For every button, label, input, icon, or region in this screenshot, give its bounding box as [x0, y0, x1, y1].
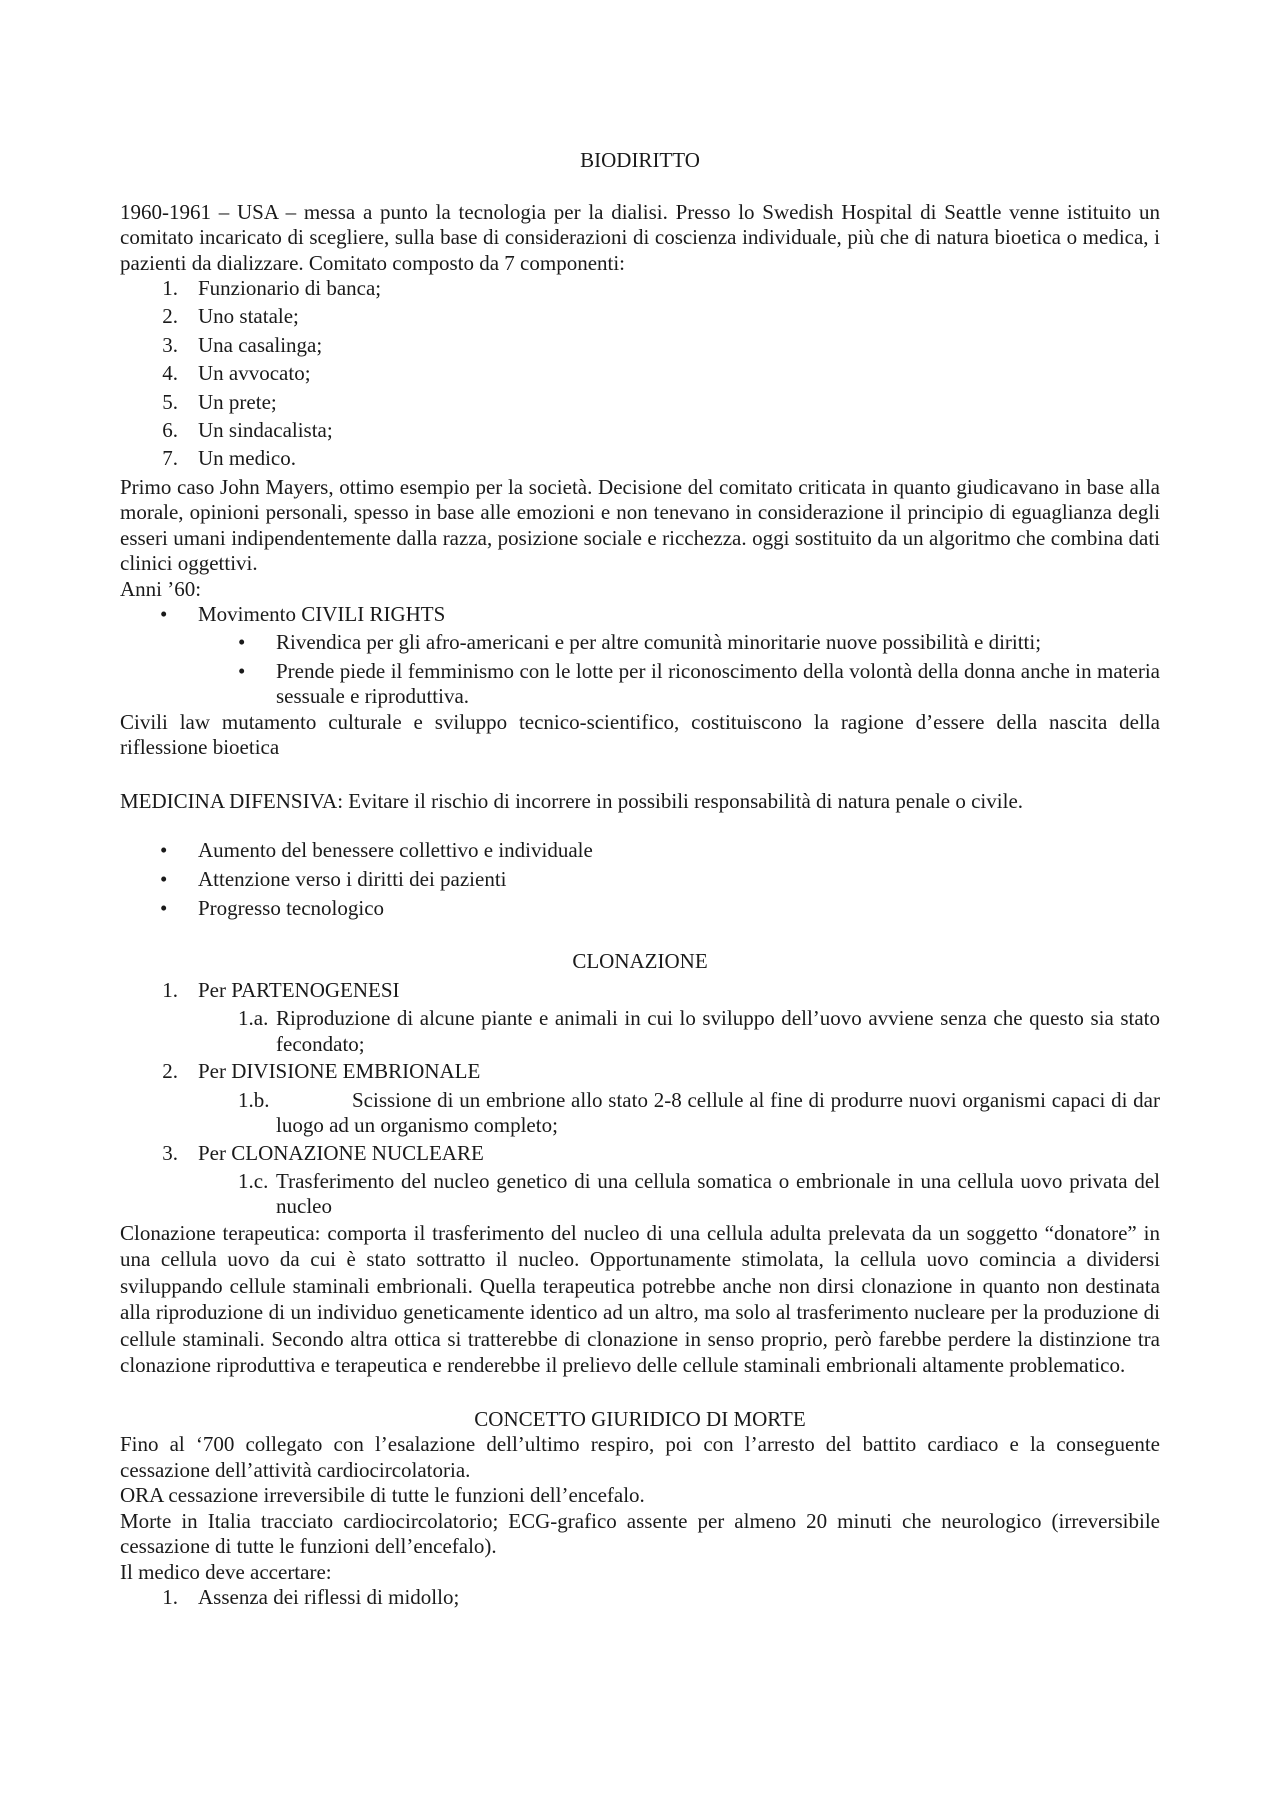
list-number: 7. — [162, 446, 178, 471]
list-text: Per PARTENOGENESI — [198, 977, 400, 1002]
civili-law-paragraph: Civili law mutamento culturale e sviluppo tecnico-scientifico, costituiscono la ragione d’essere della nascita della riflessione bioetica — [120, 709, 1160, 760]
list-item — [120, 418, 1160, 446]
list-item — [120, 867, 1160, 896]
list-number: 5. — [162, 389, 178, 414]
list-text: Assenza dei riflessi di midollo; — [198, 1585, 460, 1610]
medicina-list — [120, 838, 1160, 925]
morte-paragraph-1: Fino al ‘700 collegato con l’esalazione dell’ultimo respiro, poi con l’arresto del battito cardiaco e la conseguente cessazione dell’attività cardiocircolatoria. — [120, 1432, 1160, 1482]
list-number: 2. — [162, 304, 178, 329]
list-number: 6. — [162, 417, 178, 442]
list-item — [120, 446, 1160, 474]
list-item — [120, 361, 1160, 389]
list-text: Attenzione verso i diritti dei pazienti — [198, 867, 507, 892]
list-text: Movimento CIVILI RIGHTS — [198, 602, 446, 627]
list-text: Funzionario di banca; — [198, 276, 382, 300]
list-item — [120, 838, 1160, 867]
list-number: 3. — [162, 1140, 178, 1165]
list-item — [120, 978, 1160, 1006]
list-number: 4. — [162, 361, 178, 386]
bullet-icon: • — [238, 630, 246, 655]
morte-paragraph-3: Morte in Italia tracciato cardiocircolatorio; ECG-grafico assente per almeno 20 minuti che neurologico (irreversibile cessazione di tutte le funzioni dell’encefalo). — [120, 1508, 1160, 1559]
list-text: Trasferimento del nucleo genetico di una cellula somatica o embrionale in una cellula uovo privata del nucleo — [276, 1168, 1160, 1219]
list-text: Rivendica per gli afro-americani e per altre comunità minoritarie nuove possibilità e diritti; — [276, 630, 1042, 655]
list-text: Per DIVISIONE EMBRIONALE — [198, 1059, 481, 1084]
list-item — [120, 602, 1160, 630]
document-title: BIODIRITTO — [580, 148, 700, 172]
spacer — [120, 925, 1160, 949]
anni60-line: Anni ’60: — [120, 576, 202, 601]
bullet-icon: • — [160, 838, 168, 863]
list-item — [120, 896, 1160, 925]
morte-paragraph-2: ORA cessazione irreversibile di tutte le funzioni dell’encefalo. — [120, 1483, 645, 1508]
morte-paragraph-4: Il medico deve accertare: — [120, 1559, 332, 1584]
clonazione-list — [120, 978, 1160, 1220]
list-text: Aumento del benessere collettivo e individuale — [198, 838, 593, 863]
list-number: 3. — [162, 332, 178, 357]
morte-list — [120, 1585, 1160, 1613]
bullet-icon: • — [160, 602, 168, 627]
clonazione-terapeutica-paragraph: Clonazione terapeutica: comporta il trasferimento del nucleo di una cellula adulta prelevata da un soggetto “donatore” in una cellula uovo da cui è stato sottratto il nucleo. Opportunamente stimolata, la cellula uovo comincia a dividersi sviluppando cellule staminali embrionali. Quella terapeutica potrebbe anche non dirsi clonazione in quanto non destinata alla riproduzione di un individuo geneticamente identico ad un altro, ma solo al trasferimento nucleare per la produzione di cellule staminali. Secondo altra ottica si tratterebbe di clonazione in senso proprio, però farebbe perdere la distinzione tra clonazione riproduttiva e terapeutica e renderebbe il prelievo delle cellule staminali embrionali altamente problematico. — [120, 1220, 1160, 1378]
list-item — [120, 333, 1160, 361]
list-number: 1. — [162, 1585, 178, 1610]
spacer — [120, 814, 1160, 838]
list-text: Una casalinga; — [198, 332, 323, 357]
list-item — [120, 1059, 1160, 1087]
list-number: 1.a. — [238, 1006, 269, 1031]
intro-paragraph: 1960-1961 – USA – messa a punto la tecnologia per la dialisi. Presso lo Swedish Hospital di Seattle venne istituito un comitato incaricato di scegliere, sulla base di considerazioni di coscienza individuale, più che di natura bioetica o medica, i pazienti da dializzare. Comitato composto da 7 componenti: — [120, 199, 1160, 275]
bullet-icon: • — [238, 658, 246, 683]
list-text: Per CLONAZIONE NUCLEARE — [198, 1140, 484, 1165]
list-text: Scissione di un embrione allo stato 2-8 cellule al fine di produrre nuovi organismi capaci di dar luogo ad un organismo completo; — [276, 1087, 1160, 1138]
list-text: Un avvocato; — [198, 361, 311, 386]
list-number: 1.b. — [238, 1087, 270, 1112]
medicina-difensiva-line: MEDICINA DIFENSIVA: Evitare il rischio di incorrere in possibili responsabilità di natura penale o civile. — [120, 788, 1024, 813]
sub-list-item — [120, 1169, 1160, 1220]
list-text: Prende piede il femminismo con le lotte per il riconoscimento della volontà della donna anche in materia sessuale e riproduttiva. — [276, 658, 1160, 709]
committee-list — [120, 276, 1160, 475]
list-text: Un sindacalista; — [198, 417, 333, 442]
bullet-icon: • — [160, 896, 168, 921]
list-text: Un prete; — [198, 389, 277, 414]
list-item — [120, 390, 1160, 418]
list-text: Uno statale; — [198, 304, 299, 329]
list-text: Un medico. — [198, 446, 296, 471]
list-item — [120, 304, 1160, 332]
morte-heading: CONCETTO GIURIDICO DI MORTE — [474, 1406, 806, 1431]
spacer — [120, 1379, 1160, 1407]
sub-list-item — [120, 1088, 1160, 1139]
list-item — [120, 276, 1160, 304]
bullet-icon: • — [160, 867, 168, 892]
list-number: 1.c. — [238, 1168, 269, 1193]
spacer — [120, 761, 1160, 789]
sub-list-item — [120, 1006, 1160, 1057]
primo-caso-paragraph: Primo caso John Mayers, ottimo esempio per la società. Decisione del comitato criticata in quanto giudicavano in base alla morale, opinioni personali, spesso in base alle emozioni e non tenevano in considerazione il principio di eguaglianza degli esseri umani indipendentemente dalla razza, posizione sociale e ricchezza. oggi sostituito da un algoritmo che combina dati clinici oggettivi. — [120, 474, 1160, 576]
clonazione-heading: CLONAZIONE — [572, 949, 708, 974]
list-item — [120, 630, 1160, 656]
list-item — [120, 659, 1160, 710]
list-number: 1. — [162, 276, 178, 300]
list-item — [120, 1141, 1160, 1169]
list-text: Progresso tecnologico — [198, 896, 385, 921]
list-item — [120, 1585, 1160, 1613]
list-number: 2. — [162, 1059, 178, 1084]
list-number: 1. — [162, 977, 178, 1002]
list-text: Riproduzione di alcune piante e animali in cui lo sviluppo dell’uovo avviene senza che questo sia stato fecondato; — [276, 1006, 1160, 1056]
anni60-list — [120, 602, 1160, 710]
